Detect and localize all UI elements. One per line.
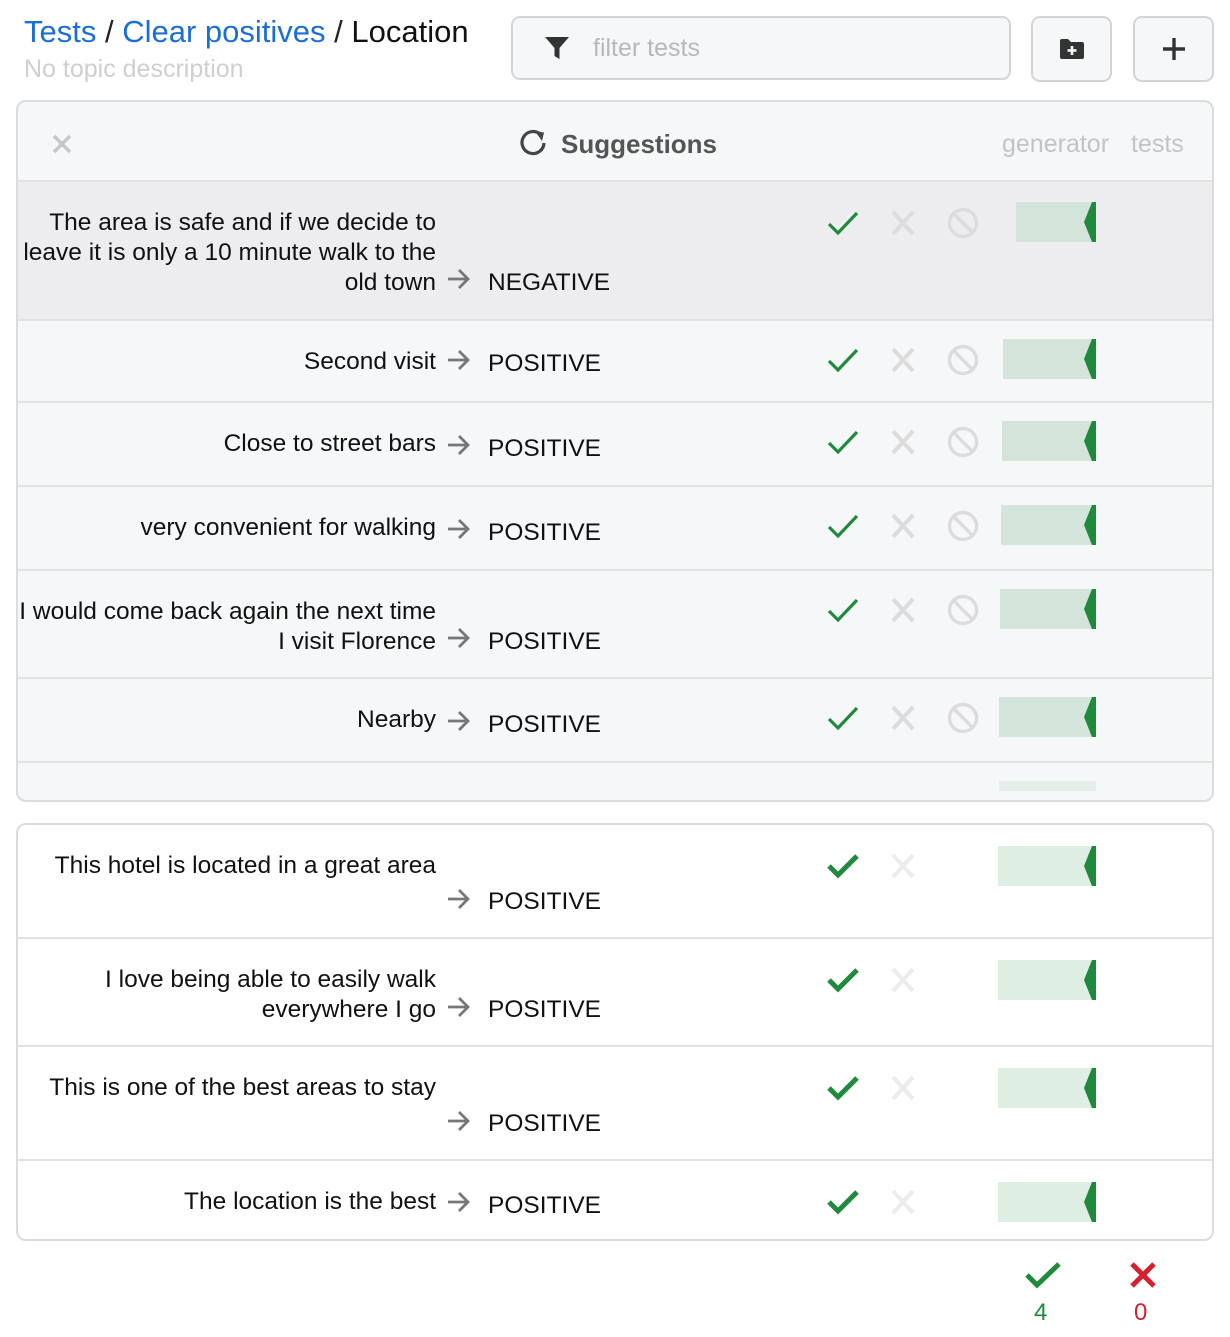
test-row[interactable] xyxy=(18,825,1212,939)
fail-count: 0 xyxy=(1134,1299,1148,1326)
test-row[interactable] xyxy=(18,1161,1212,1241)
suggestion-text[interactable]: I would come back again the next time I visit Florence xyxy=(19,598,436,655)
test-row[interactable] xyxy=(18,1047,1212,1161)
suggestions-header xyxy=(18,102,1212,182)
suggestion-label[interactable]: POSITIVE xyxy=(488,350,602,377)
breadcrumb-separator: / xyxy=(325,14,352,49)
suggestion-label[interactable]: POSITIVE xyxy=(488,435,602,462)
check-icon[interactable] xyxy=(826,703,860,733)
suggestions-panel xyxy=(16,100,1214,802)
new-folder-button[interactable] xyxy=(1031,16,1112,82)
check-icon[interactable] xyxy=(826,208,860,238)
suggestion-row[interactable] xyxy=(18,571,1212,679)
breadcrumb xyxy=(24,14,469,50)
filter-icon xyxy=(543,34,571,62)
breadcrumb-separator: / xyxy=(96,14,123,49)
test-label[interactable]: POSITIVE xyxy=(488,1192,602,1219)
folder-plus-icon xyxy=(1059,38,1085,60)
add-test-button[interactable] xyxy=(1133,16,1214,82)
suggestion-text[interactable]: Second visit xyxy=(303,348,436,375)
arrow-right-icon xyxy=(446,518,472,540)
score-bar xyxy=(1002,421,1096,461)
score-bar xyxy=(1000,589,1096,629)
suggestion-row[interactable] xyxy=(18,403,1212,487)
check-icon[interactable] xyxy=(826,345,860,375)
generator-column-header[interactable]: generator xyxy=(1002,130,1110,158)
score-bar xyxy=(998,960,1096,1000)
arrow-right-icon xyxy=(446,1191,472,1213)
test-text[interactable]: I love being able to easily walk everywhere I go xyxy=(105,966,436,1023)
check-icon[interactable] xyxy=(826,511,860,541)
suggestion-row[interactable] xyxy=(18,679,1212,763)
test-text[interactable]: The location is the best xyxy=(184,1188,436,1215)
arrow-right-icon xyxy=(446,268,472,290)
x-icon[interactable] xyxy=(886,511,920,541)
page-title: Location xyxy=(351,14,469,49)
score-tip-icon xyxy=(1082,960,1096,1000)
ban-icon[interactable] xyxy=(946,701,980,735)
pass-check-icon xyxy=(1024,1260,1062,1290)
filter-box[interactable] xyxy=(511,16,1011,80)
x-icon[interactable] xyxy=(886,1187,920,1217)
score-tip-icon xyxy=(1082,589,1096,629)
test-label[interactable]: POSITIVE xyxy=(488,996,602,1023)
ban-icon[interactable] xyxy=(946,509,980,543)
x-icon[interactable] xyxy=(886,1073,920,1103)
check-icon[interactable] xyxy=(826,1073,860,1103)
score-tip-icon xyxy=(1082,505,1096,545)
suggestion-row[interactable] xyxy=(18,182,1212,321)
score-bar xyxy=(1016,202,1096,242)
score-bar xyxy=(998,1182,1096,1222)
score-tip-icon xyxy=(1082,421,1096,461)
suggestion-text[interactable]: Nearby xyxy=(357,706,436,733)
x-icon[interactable] xyxy=(886,345,920,375)
tests-column-header[interactable]: tests xyxy=(1131,130,1184,158)
suggestion-row-partial xyxy=(18,763,1212,802)
score-tip-icon xyxy=(1082,339,1096,379)
suggestions-title: Suggestions xyxy=(561,129,718,159)
arrow-right-icon xyxy=(446,627,472,649)
suggestion-text[interactable]: very convenient for walking xyxy=(140,514,436,541)
breadcrumb-tests-link[interactable]: Tests xyxy=(24,14,97,49)
arrow-right-icon xyxy=(446,996,472,1018)
x-icon[interactable] xyxy=(886,208,920,238)
score-tip-icon xyxy=(1082,697,1096,737)
score-bar xyxy=(999,697,1096,737)
score-tip-icon xyxy=(1082,1068,1096,1108)
check-icon[interactable] xyxy=(826,1187,860,1217)
check-icon[interactable] xyxy=(826,965,860,995)
x-icon[interactable] xyxy=(886,965,920,995)
check-icon[interactable] xyxy=(826,851,860,881)
ban-icon[interactable] xyxy=(946,593,980,627)
score-tip-icon xyxy=(1082,1182,1096,1222)
pass-count: 4 xyxy=(1034,1299,1048,1326)
arrow-right-icon xyxy=(446,1110,472,1132)
suggestion-label[interactable]: NEGATIVE xyxy=(488,269,611,296)
tests-panel xyxy=(16,823,1214,1241)
ban-icon[interactable] xyxy=(946,425,980,459)
arrow-right-icon xyxy=(446,888,472,910)
test-row[interactable] xyxy=(18,939,1212,1047)
arrow-right-icon xyxy=(446,434,472,456)
x-icon[interactable] xyxy=(886,427,920,457)
suggestion-row[interactable] xyxy=(18,321,1212,403)
fail-x-icon xyxy=(1128,1261,1158,1289)
breadcrumb-topic-link[interactable]: Clear positives xyxy=(122,14,326,49)
score-bar xyxy=(998,846,1096,886)
score-bar xyxy=(998,1068,1096,1108)
check-icon[interactable] xyxy=(826,427,860,457)
suggestion-text[interactable]: Close to street bars xyxy=(223,430,436,457)
ban-icon[interactable] xyxy=(946,206,980,240)
score-bar xyxy=(1001,505,1096,545)
ban-icon[interactable] xyxy=(946,343,980,377)
suggestion-label[interactable]: POSITIVE xyxy=(488,519,602,546)
suggestion-label[interactable]: POSITIVE xyxy=(488,711,602,738)
suggestion-row[interactable] xyxy=(18,487,1212,571)
arrow-right-icon xyxy=(446,349,472,371)
arrow-right-icon xyxy=(446,710,472,732)
score-bar xyxy=(1003,339,1096,379)
refresh-icon[interactable] xyxy=(518,128,548,158)
suggestion-text[interactable]: The area is safe and if we decide to leave it is only a 10 minute walk to the old town xyxy=(23,209,436,296)
score-tip-icon xyxy=(1082,202,1096,242)
test-label[interactable]: POSITIVE xyxy=(488,1110,602,1137)
x-icon[interactable] xyxy=(886,851,920,881)
plus-icon xyxy=(1161,36,1187,62)
topic-description[interactable]: No topic description xyxy=(24,55,244,83)
filter-input[interactable] xyxy=(593,34,973,63)
x-icon[interactable] xyxy=(886,595,920,625)
test-text[interactable]: This hotel is located in a great area xyxy=(54,852,436,879)
test-label[interactable]: POSITIVE xyxy=(488,888,602,915)
score-tip-icon xyxy=(1082,846,1096,886)
close-icon[interactable] xyxy=(50,132,74,156)
x-icon[interactable] xyxy=(886,703,920,733)
suggestion-label[interactable]: POSITIVE xyxy=(488,628,602,655)
score-bar xyxy=(999,781,1096,791)
check-icon[interactable] xyxy=(826,595,860,625)
test-text[interactable]: This is one of the best areas to stay xyxy=(49,1074,436,1101)
